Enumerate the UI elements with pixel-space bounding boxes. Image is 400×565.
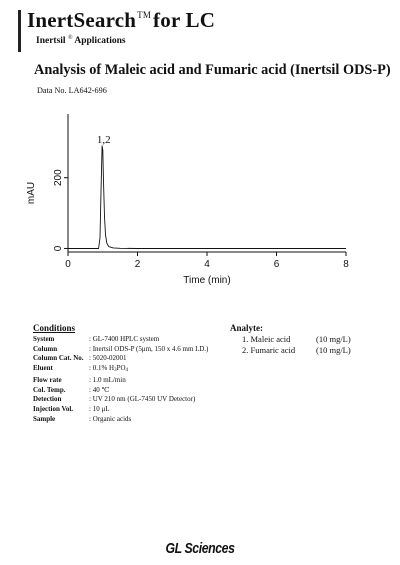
analyte-list xyxy=(242,334,351,355)
y-axis-label: mAU xyxy=(26,181,37,205)
y-tick-label: 200 xyxy=(53,169,64,187)
analyte-concentration: (10 mg/L) xyxy=(316,344,351,355)
condition-value: : UV 210 nm (GL-7450 UV Detector) xyxy=(89,395,196,404)
condition-label: Column xyxy=(33,344,58,353)
condition-value: : 0.1% $H_3PO_4$ xyxy=(89,364,129,374)
brand-subtitle xyxy=(36,35,126,46)
condition-label: System xyxy=(33,335,55,343)
condition-row xyxy=(33,376,208,386)
condition-value: : Organic acids xyxy=(89,414,132,423)
subtitle-brand: Inertsil xyxy=(36,36,66,47)
x-tick-label: 2 xyxy=(134,259,141,270)
condition-row xyxy=(33,335,208,345)
analyte-item xyxy=(242,345,351,356)
chromatogram-svg xyxy=(0,100,400,300)
condition-row xyxy=(33,386,208,396)
analyte-name: 2. Fumaric acid xyxy=(242,344,296,355)
condition-value: : 5020-02001 xyxy=(89,354,127,363)
conditions-table xyxy=(33,335,208,424)
condition-row xyxy=(33,405,208,415)
data-number: Data No. LA642-696 xyxy=(37,86,107,95)
condition-value: : Inertsil ODS-P (5μm, 150 x 4.6 mm I.D.) xyxy=(89,344,209,353)
condition-label: Sample xyxy=(33,414,56,423)
condition-row xyxy=(33,345,208,355)
condition-label: Flow rate xyxy=(33,375,62,384)
condition-value: : 10 μL xyxy=(89,404,110,413)
condition-value: : GL-7400 HPLC system xyxy=(89,335,160,343)
chromatogram-trace xyxy=(68,146,346,249)
brand-name: InertSearch xyxy=(27,8,137,32)
y-tick-label: 0 xyxy=(53,245,64,252)
analyte-heading: Analyte: xyxy=(230,323,263,333)
condition-label: Eluent xyxy=(33,364,53,373)
trademark-mark: TM xyxy=(137,10,152,20)
registered-mark: ® xyxy=(67,35,73,41)
header-accent-bar xyxy=(18,10,21,52)
peak-label: 1,2 xyxy=(96,133,111,146)
gl-sciences-logo: GL Sciences xyxy=(165,540,235,557)
chromatogram-chart xyxy=(0,100,400,300)
condition-row xyxy=(33,415,208,425)
condition-value: : 1.0 mL/min xyxy=(89,375,126,384)
x-tick-label: 6 xyxy=(273,259,280,270)
brand-title xyxy=(27,8,215,33)
analyte-concentration: (10 mg/L) xyxy=(316,334,351,344)
condition-label: Column Cat. No. xyxy=(33,354,84,363)
brand-suffix: for LC xyxy=(153,8,216,32)
analyte-item xyxy=(242,334,351,345)
x-axis-label: Time (min) xyxy=(183,275,231,286)
conditions-heading: Conditions xyxy=(33,323,76,333)
page-title: Analysis of Maleic acid and Fumaric acid (Inertsil ODS-P) xyxy=(34,62,391,78)
analyte-name: 1. Maleic acid xyxy=(242,334,291,344)
x-tick-label: 8 xyxy=(343,259,349,270)
x-tick-label: 4 xyxy=(204,259,210,270)
condition-label: Injection Vol. xyxy=(33,404,74,413)
condition-row xyxy=(33,364,208,376)
x-tick-label: 0 xyxy=(65,259,71,270)
condition-row xyxy=(33,395,208,405)
condition-value: : 40 ℃ xyxy=(89,385,110,394)
condition-label: Col. Temp. xyxy=(33,385,66,394)
subtitle-text: Applications xyxy=(74,36,126,47)
condition-row xyxy=(33,354,208,364)
condition-label: Detection xyxy=(33,395,62,404)
